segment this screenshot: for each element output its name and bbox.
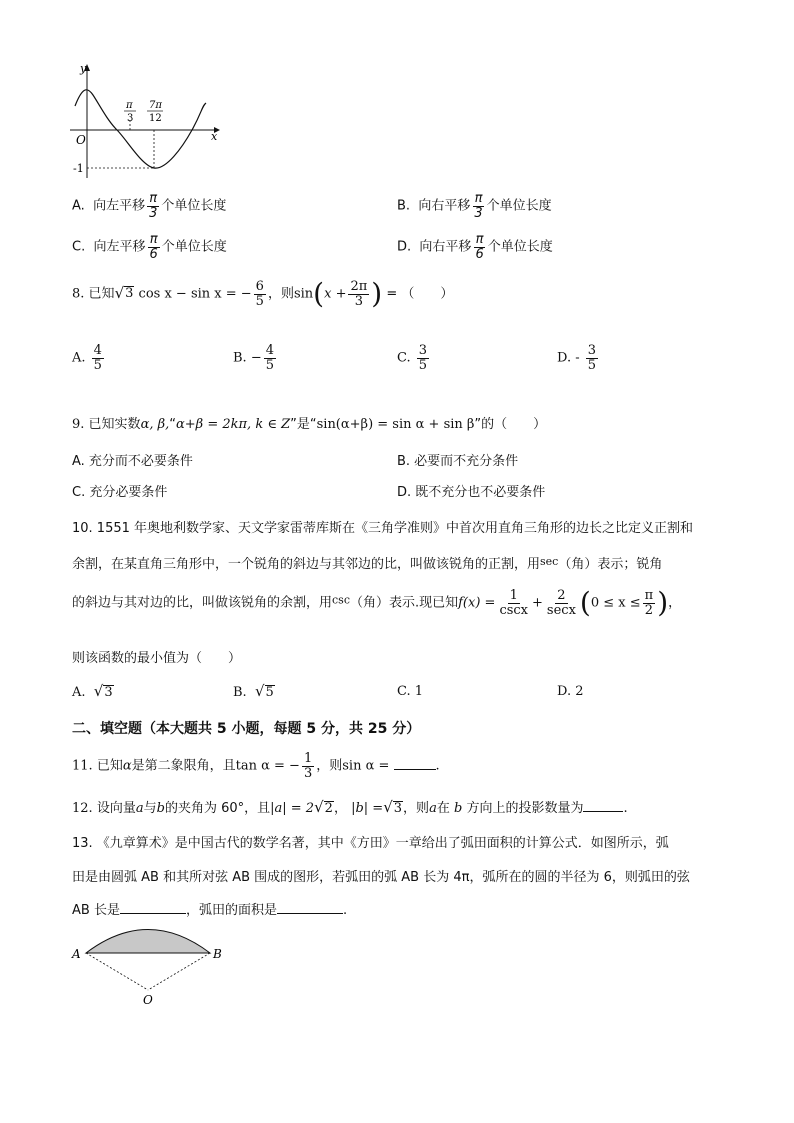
radius-oa: [86, 953, 148, 990]
q11-answer-blank[interactable]: [394, 769, 436, 770]
q13-line1: 13. 《九章算术》是中国古代的数学名著，其中《方田》一章给出了弧田面积的计算公式．如图所示，弧: [72, 836, 669, 851]
q9-option-b[interactable]: B. 必要而不充分条件: [397, 454, 519, 469]
tick1-num: π: [126, 100, 133, 111]
q13-area-blank[interactable]: [277, 913, 343, 914]
q7-option-d[interactable]: D. 向右平移 $\frac{\pi}{6}$ 个单位长度: [397, 232, 553, 262]
q7-option-b[interactable]: B. 向右平移 $\frac{\pi}{3}$ 个单位长度: [397, 191, 552, 221]
q8-option-d[interactable]: D. - $\frac{3}{5}$: [557, 343, 597, 373]
q11-stem: 11. 已知α是第二象限角，且tan α = − $\frac{1}{3}$ ，则sin α = .: [72, 751, 440, 781]
point-b-label: B: [213, 947, 222, 961]
q12-stem: 12. 设向量a与b的夹角为 60°，且|a| = 2 √ 2 ， |b| = √ 3 ，则a在 b 方向上的投影数量为 .: [72, 798, 628, 816]
point-o-label: O: [143, 993, 153, 1007]
arc-field-figure: [68, 918, 233, 1008]
q8-stem: 8. 已知 √ 3 cos x − sin x = − $\frac{6}{5}$ ，则sin(x + $\frac{2\pi}{3}$ ) = （ ）: [72, 277, 454, 311]
q13-line2: 田是由圆弧 AB 和其所对弦 AB 围成的图形，若弧田的弧 AB 长为 4π，弧所在的圆的半径为 6，则弧田的弦: [72, 870, 690, 885]
tick2-num: 7π: [149, 100, 162, 111]
q7-option-a[interactable]: A. 向左平移 $\frac{\pi}{3}$ 个单位长度: [72, 191, 227, 221]
sinusoid-graph: [62, 58, 232, 183]
radius-ob: [148, 953, 210, 990]
q9-stem: 9. 已知实数α, β,“α+β = 2kπ, k ∈ Z”是“sin(α+β) = sin α + sin β”的（ ）: [72, 417, 547, 432]
tick2-den: 12: [149, 113, 162, 124]
q8-option-b[interactable]: B. − $\frac{4}{5}$: [233, 343, 275, 373]
q10-line3: 的斜边与其对边的比，叫做该锐角的余割，用$^{csc}$（角）表示.现已知f(x) = $\frac{1}{\csc x}$ + $\frac{2}{\sec x}$ (0 ≤ x ≤ $\frac{\pi}{2}$ )，: [72, 586, 682, 620]
x-axis-label: x: [211, 130, 218, 143]
q9-option-c[interactable]: C. 充分必要条件: [72, 485, 168, 500]
q10-line2: 余割，在某直角三角形中，一个锐角的斜边与其邻边的比，叫做该锐角的正割，用$^{sec}$（角）表示；锐角: [72, 555, 663, 572]
q8-option-c[interactable]: C. $\frac{3}{5}$: [397, 343, 428, 373]
section-heading: 二、填空题（本大题共 5 小题，每题 5 分，共 25 分）: [72, 721, 421, 737]
point-a-label: A: [72, 947, 81, 961]
y-value-label: -1: [73, 162, 84, 175]
q10-line1: 10. 1551 年奥地利数学家、天文学家雷蒂库斯在《三角学准则》中首次用直角三角形的边长之比定义正割和: [72, 521, 694, 536]
q10-option-d[interactable]: D. 2: [557, 684, 584, 699]
q13-line3: AB 长是 ，弧田的面积是 .: [72, 903, 348, 918]
y-axis-label: y: [80, 62, 87, 75]
q13-chord-blank[interactable]: [120, 913, 186, 914]
q10-option-c[interactable]: C. 1: [397, 684, 424, 699]
q10-option-a[interactable]: A. √ 3: [72, 682, 113, 700]
tick1-den: 3: [127, 113, 134, 124]
q9-option-a[interactable]: A. 充分而不必要条件: [72, 454, 193, 469]
q12-answer-blank[interactable]: [583, 811, 623, 812]
sine-curve: [75, 90, 206, 168]
q10-line4: 则该函数的最小值为（ ）: [72, 651, 242, 666]
q8-option-a[interactable]: A. $\frac{4}{5}$: [72, 343, 102, 373]
q9-option-d[interactable]: D. 既不充分也不必要条件: [397, 485, 546, 500]
arc-segment: [86, 930, 210, 954]
q7-option-c[interactable]: C. 向左平移 $\frac{\pi}{6}$ 个单位长度: [72, 232, 227, 262]
origin-label: O: [76, 133, 86, 147]
q10-option-b[interactable]: B. √ 5: [233, 682, 274, 700]
